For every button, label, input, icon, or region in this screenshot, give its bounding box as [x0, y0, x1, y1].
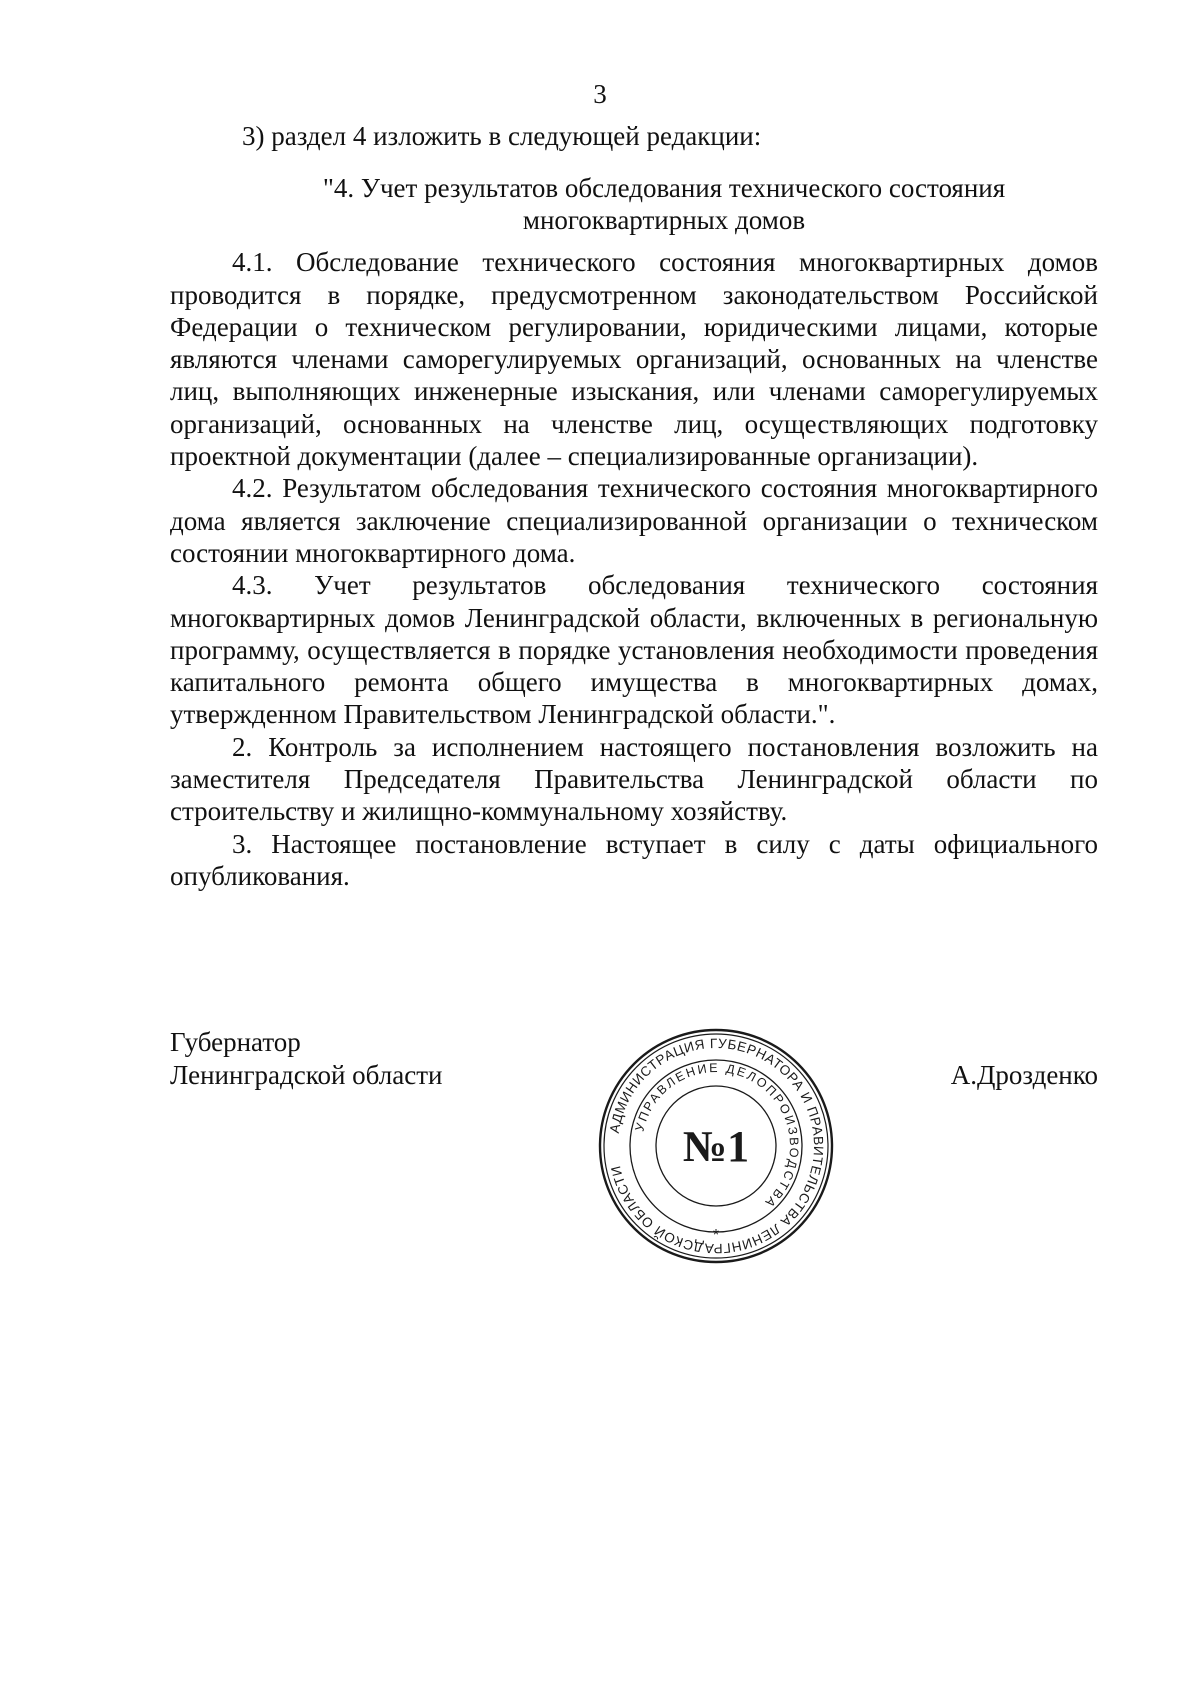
document-body: [170, 120, 1098, 892]
signatory-title-line2: Ленинградской области: [170, 1060, 443, 1090]
section-heading: [170, 172, 1098, 236]
official-seal: [596, 1026, 836, 1266]
seal-number: №1: [682, 1122, 750, 1171]
signatory-title: [170, 1026, 442, 1092]
seal-star-icon: *: [712, 1227, 720, 1244]
signatory-title-line1: Губернатор: [170, 1027, 301, 1057]
signatory-name: А.Дрозденко: [950, 1060, 1098, 1090]
page-number: 3: [593, 79, 607, 109]
paragraph-4-2: 4.2. Результатом обследования технического состояния многоквартирного дома является заключение специализированной организации о техническом состоянии многоквартирного дома.: [170, 473, 1098, 568]
paragraph-4-3: 4.3. Учет результатов обследования технического состояния многоквартирных домов Ленинградской области, включенных в региональную программу, осуществляется в порядке установления необходимости проведения капитального ремонта общего имущества в многоквартирных домах, утвержденном Правительством Ленинградской области.".: [170, 570, 1098, 730]
seal-outer-text: АДМИНИСТРАЦИЯ ГУБЕРНАТОРА И ПРАВИТЕЛЬСТВА ЛЕНИНГРАДСКОЙ ОБЛАСТИ: [606, 1035, 827, 1257]
section-heading-line2: многоквартирных домов: [522, 205, 806, 236]
amendment-intro: 3) раздел 4 изложить в следующей редакции:: [242, 121, 762, 151]
section-heading-line1: "4. Учет результатов обследования технического состояния: [322, 173, 1006, 204]
paragraph-2-control: 2. Контроль за исполнением настоящего постановления возложить на заместителя Председателя Правительства Ленинградской области по строительству и жилищно-коммунальному хозяйству.: [170, 731, 1098, 827]
signature-block: [170, 1026, 1098, 1266]
paragraph-3-effective: 3. Настоящее постановление вступает в силу с даты официального опубликования.: [170, 828, 1098, 891]
seal-inner-text: УПРАВЛЕНИЕ ДЕЛОПРОИЗВОДСТВА: [632, 1060, 802, 1212]
paragraph-4-1: 4.1. Обследование технического состояния многоквартирных домов проводится в порядке, предусмотренном законодательством Российской Федерации о техническом регулировании, юридическими лицами, которые являются членами саморегулируемых организаций, основанных на членстве лиц, выполняющих инженерные изыскания, или членами саморегулируемых организаций, основанных на членстве лиц, осуществляющих подготовку проектной документации (далее – специализированные организации).: [170, 247, 1098, 472]
